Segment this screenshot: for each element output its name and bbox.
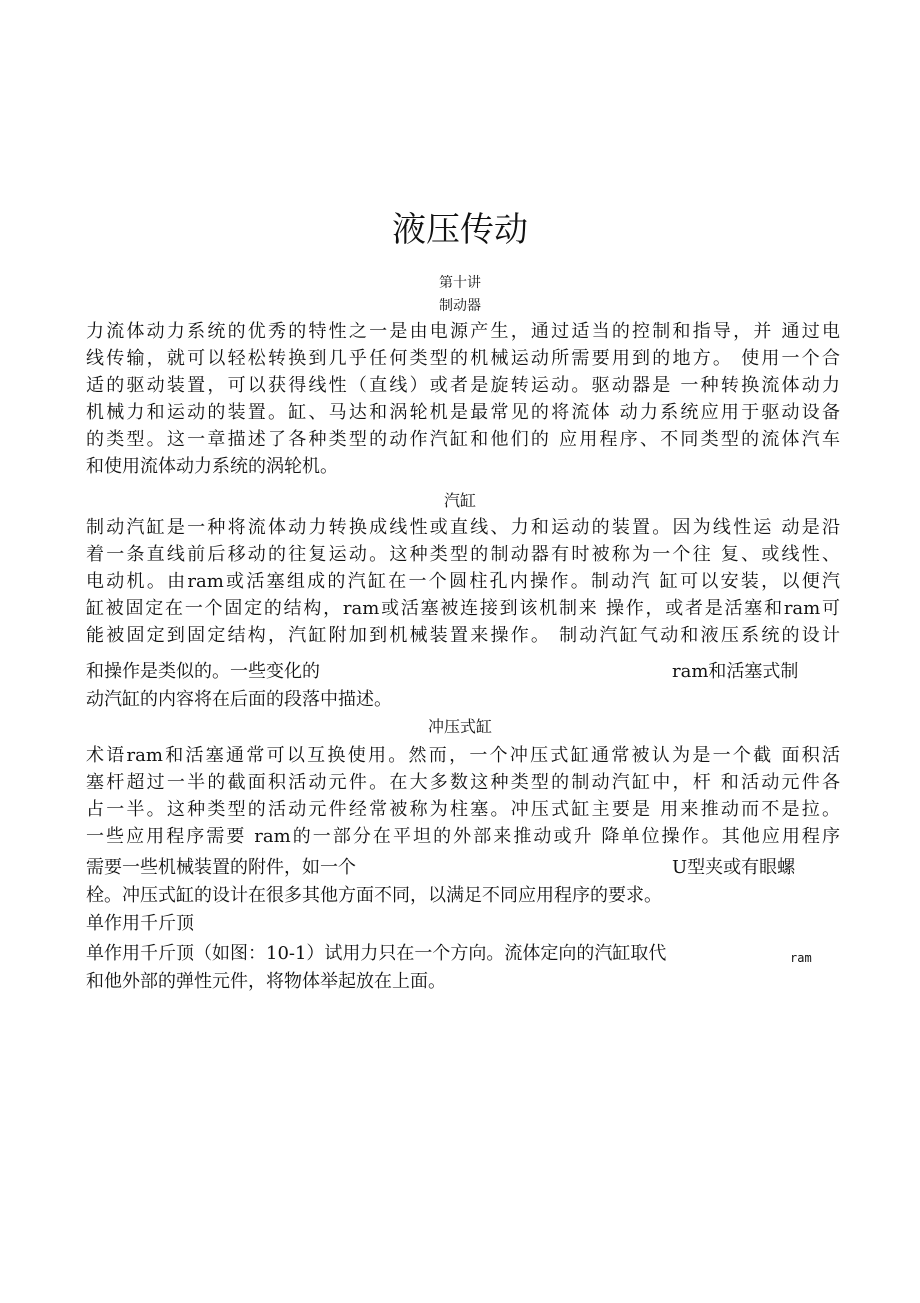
paragraph-line: 能被固定到固定结构，汽缸附加到机械装置来操作。 制动汽缸气动和液压系统的设计 <box>86 625 840 646</box>
lecture-number: 第十讲 <box>439 275 481 291</box>
paragraph-line: 着一条直线前后移动的往复运动。这种类型的制动器有时被称为一个往 复、或线性、 <box>86 544 840 565</box>
paragraph-line: 栓。冲压式缸的设计在很多其他方面不同，以满足不同应用程序的要求。 <box>86 885 662 906</box>
section-heading-ram: 冲压式缸 <box>427 717 492 736</box>
paragraph-line: 制动汽缸是一种将流体动力转换成线性或直线、力和运动的装置。因为线性运 动是沿 <box>86 517 840 538</box>
paragraph-line: 单作用千斤顶（如图：10-1）试用力只在一个方向。流体定向的汽缸取代 <box>86 943 667 964</box>
paragraph-line: 的类型。这一章描述了各种类型的动作汽缸和他们的 应用程序、不同类型的流体汽车 <box>86 429 840 450</box>
paragraph-line: 机械力和运动的装置。缸、马达和涡轮机是最常见的将流体 动力系统应用于驱动设备 <box>86 402 840 423</box>
paragraph-line-fragment: ram和活塞式制 <box>672 661 799 682</box>
paragraph-line-fragment: ram <box>790 951 812 965</box>
paragraph-line: 塞杆超过一半的截面积活动元件。在大多数这种类型的制动汽缸中，杆 和活动元件各 <box>86 772 840 793</box>
paragraph-line: 和使用流体动力系统的涡轮机。 <box>86 456 338 477</box>
paragraph-line: 术语ram和活塞通常可以互换使用。然而，一个冲压式缸通常被认为是一个截 面积活 <box>86 745 840 766</box>
paragraph-line: 一些应用程序需要 ram的一部分在平坦的外部来推动或升 降单位操作。其他应用程序 <box>86 826 840 847</box>
paragraph-line: 电动机。由ram或活塞组成的汽缸在一个圆柱孔内操作。制动汽 缸可以安装，以便汽 <box>86 571 840 592</box>
paragraph-line: 力流体动力系统的优秀的特性之一是由电源产生，通过适当的控制和指导，并 通过电 <box>86 321 840 342</box>
paragraph-line: 占一半。这种类型的活动元件经常被称为柱塞。冲压式缸主要是 用来推动而不是拉。 <box>86 799 840 820</box>
section-heading-jack: 单作用千斤顶 <box>86 913 194 934</box>
paragraph-line: 和操作是类似的。一些变化的 <box>86 661 320 682</box>
paragraph-line: 适的驱动装置，可以获得线性（直线）或者是旋转运动。驱动器是 一种转换流体动力 <box>86 375 840 396</box>
section-subtitle: 制动器 <box>439 298 481 314</box>
paragraph-line: 缸被固定在一个固定的结构，ram或活塞被连接到该机制来 操作，或者是活塞和ram可 <box>86 598 840 619</box>
paragraph-line: 线传输，就可以轻松转换到几乎任何类型的机械运动所需要用到的地方。 使用一个合 <box>86 348 840 369</box>
paragraph-line: 需要一些机械装置的附件，如一个 <box>86 857 356 878</box>
paragraph-line-fragment: U型夹或有眼螺 <box>672 857 796 878</box>
document-title: 液压传动 <box>392 210 528 250</box>
paragraph-line: 动汽缸的内容将在后面的段落中描述。 <box>86 689 392 710</box>
paragraph-line: 和他外部的弹性元件，将物体举起放在上面。 <box>86 971 446 992</box>
section-heading-cylinder: 汽缸 <box>443 491 476 510</box>
